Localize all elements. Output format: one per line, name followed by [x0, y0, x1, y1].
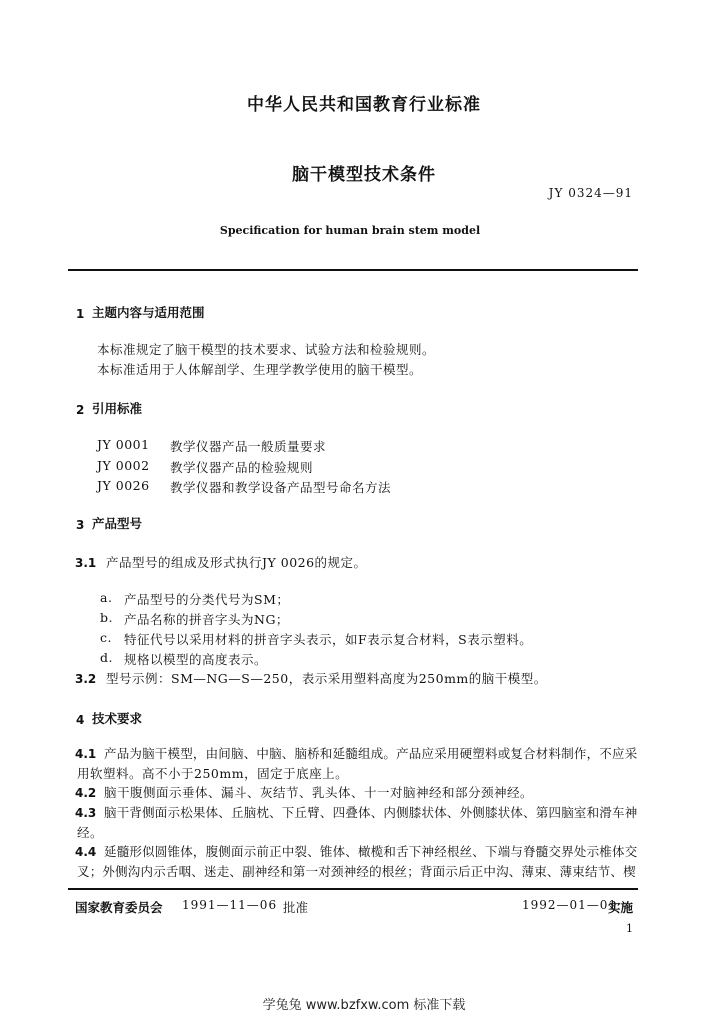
clause-4-1-line-1: 产品为脑干模型，由间脑、中脑、脑桥和延髓组成。产品应采用硬塑料或复合材料制作，不应采: [104, 746, 638, 761]
list-item-label: c.: [100, 630, 112, 645]
ref-title: 教学仪器和教学设备产品型号命名方法: [170, 480, 392, 495]
clause-4-3-line-1: 脑干背侧面示松果体、丘脑枕、下丘臂、四叠体、内侧膝状体、外侧膝状体、第四脑室和滑车神: [104, 805, 638, 820]
clause-4-2-text: 脑干腹侧面示垂体、漏斗、灰结节、乳头体、十一对脑神经和部分颈神经。: [104, 785, 534, 800]
section-1-number: 1: [76, 307, 85, 321]
ref-code: JY 0026: [97, 478, 150, 493]
clause-4-1-number: 4.1: [75, 747, 97, 761]
implement-label: 实施: [608, 900, 634, 915]
clause-4-4-number: 4.4: [75, 845, 97, 859]
ref-title: 教学仪器产品的检验规则: [170, 460, 314, 475]
section-1-para-1: 本标准规定了脑干模型的技术要求、试验方法和检验规则。: [97, 342, 436, 357]
document-title: 脑干模型技术条件: [292, 165, 436, 185]
ministry-title: 中华人民共和国教育行业标准: [247, 95, 481, 115]
english-title: Specification for human brain stem model: [219, 224, 481, 237]
list-item-text: 产品型号的分类代号为SM；: [124, 592, 290, 607]
clause-4-4-line-2: 叉；外侧沟内示舌咽、迷走、副神经和第一对颈神经的根丝；背面示后正中沟、薄束、薄束结节、楔: [77, 864, 636, 879]
watermark-text: 学兔兔 www.bzfxw.com 标准下载: [262, 998, 466, 1013]
list-item-text: 产品名称的拼音字头为NG；: [124, 612, 289, 627]
clause-4-4-line-1: 延髓形似圆锥体，腹侧面示前正中裂、锥体、橄榄和舌下神经根丝、下端与脊髓交界处示椎体交: [104, 844, 638, 859]
approve-date: 1991—11—06: [182, 898, 278, 912]
section-2-number: 2: [76, 403, 85, 417]
section-1-para-2: 本标准适用于人体解剖学、生理学教学使用的脑干模型。: [97, 362, 423, 377]
page-number: 1: [626, 922, 633, 935]
list-item-text: 规格以模型的高度表示。: [124, 652, 268, 667]
ref-code: JY 0001: [97, 437, 150, 452]
clause-4-1-line-2: 用软塑料。高不小于250mm，固定于底座上。: [77, 766, 349, 781]
approve-label: 批准: [283, 900, 309, 915]
list-item-label: d.: [100, 650, 113, 665]
section-3-heading: 产品型号: [92, 516, 143, 531]
section-2-heading: 引用标准: [92, 401, 143, 416]
section-1-heading: 主题内容与适用范围: [92, 305, 205, 320]
implement-date: 1992—01—01: [522, 898, 618, 912]
clause-4-3-number: 4.3: [75, 806, 97, 820]
ref-code: JY 0002: [97, 458, 150, 473]
clause-3-2-text: 型号示例：SM—NG—S—250，表示采用塑料高度为250mm的脑干模型。: [106, 671, 547, 686]
ref-title: 教学仪器产品一般质量要求: [170, 439, 327, 454]
header-rule: [68, 269, 638, 271]
clause-3-2-number: 3.2: [75, 672, 97, 686]
section-3-number: 3: [76, 518, 85, 532]
issuer: 国家教育委员会: [75, 900, 163, 915]
footer-rule: [68, 888, 638, 890]
clause-4-3-line-2: 经。: [77, 825, 104, 840]
clause-3-1-number: 3.1: [75, 556, 97, 570]
section-4-number: 4: [76, 713, 85, 727]
list-item-label: b.: [100, 610, 113, 625]
list-item-text: 特征代号以采用材料的拼音字头表示，如F表示复合材料，S表示塑料。: [124, 632, 533, 647]
section-4-heading: 技术要求: [92, 711, 143, 726]
list-item-label: a.: [100, 590, 113, 605]
clause-3-1-text: 产品型号的组成及形式执行JY 0026的规定。: [106, 555, 367, 570]
clause-4-2-number: 4.2: [75, 786, 97, 800]
standard-code: JY 0324—91: [548, 186, 633, 200]
